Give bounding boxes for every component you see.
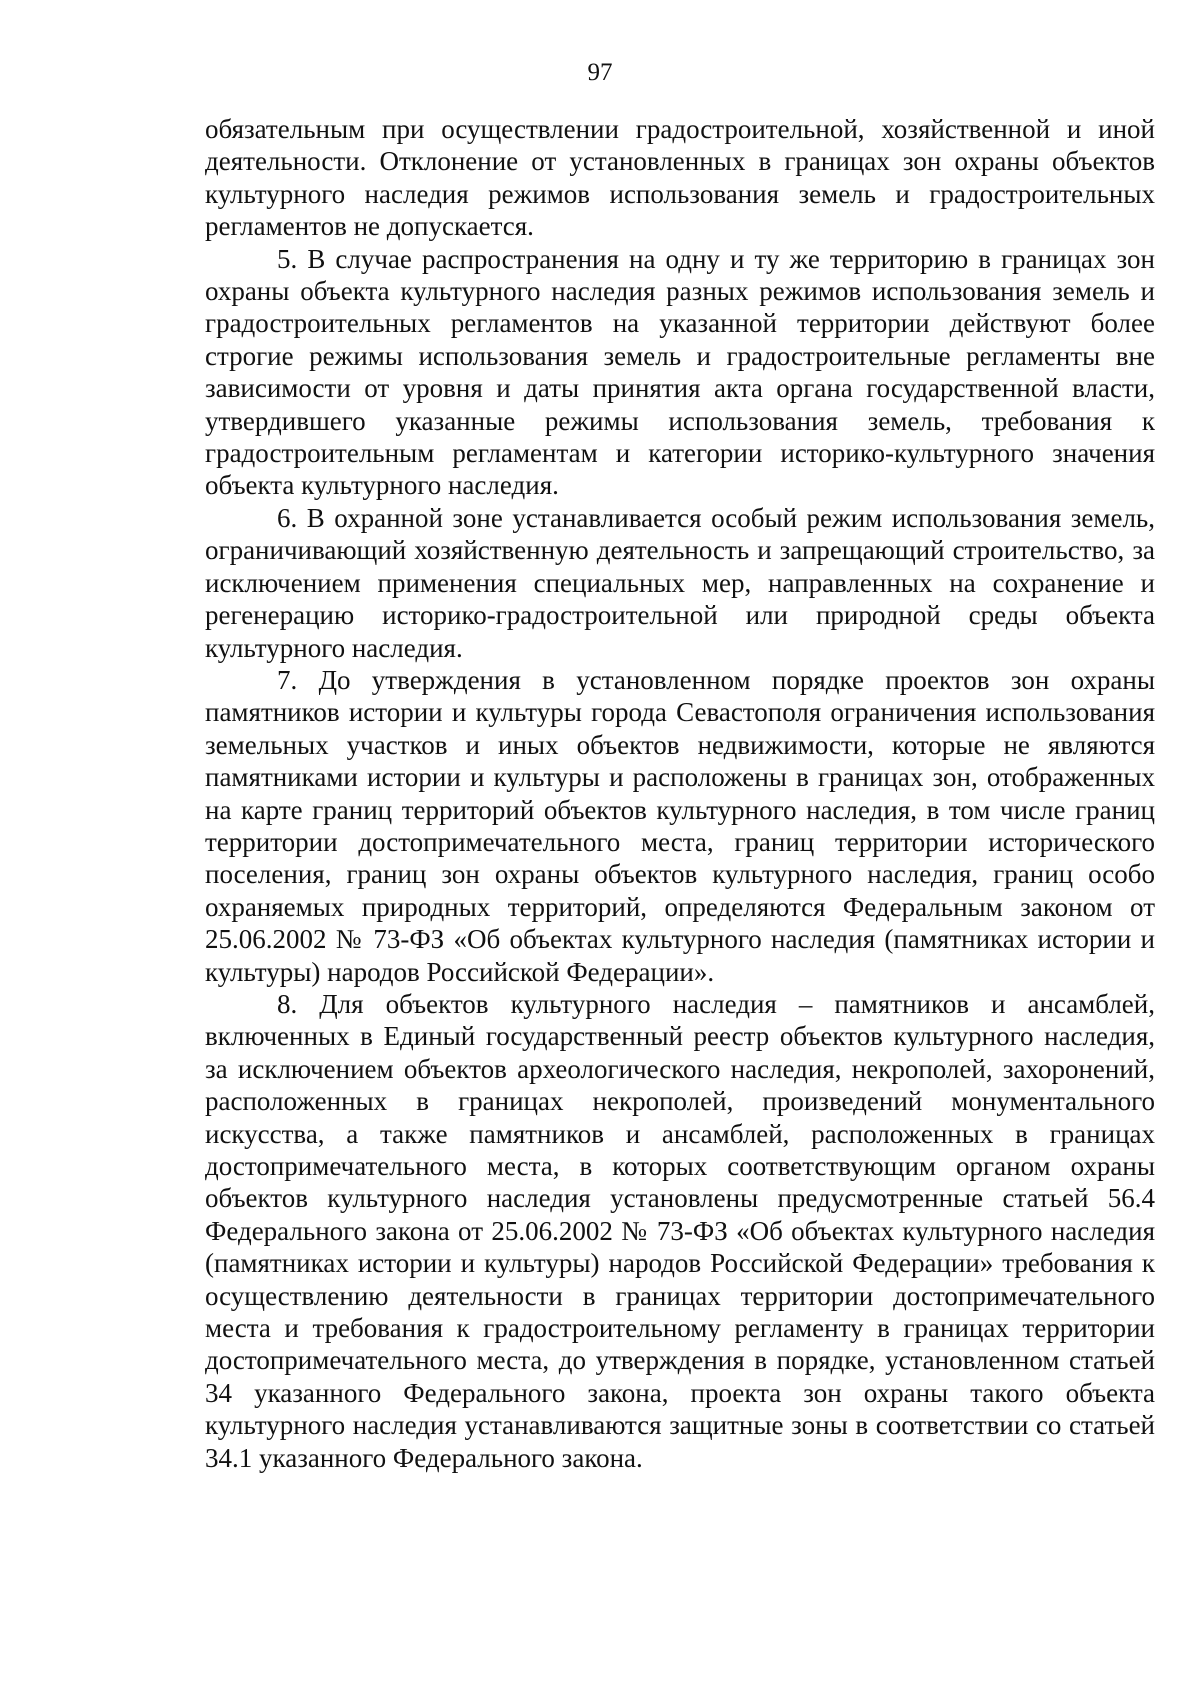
paragraph-continuation: обязательным при осуществлении градостроительной, хозяйственной и иной деятельности. Отклонение от установленных в границах зон охраны объектов культурного наследия режимов использования земель и градостроительных регламентов не допускается. bbox=[205, 114, 1155, 242]
paragraph-item-5: 5. В случае распространения на одну и ту же территорию в границах зон охраны объекта культурного наследия разных режимов использования земель и градостроительных регламентов на указанной территории действуют более строгие режимы использования земель и градостроительные регламенты вне зависимости от уровня и даты принятия акта органа государственной власти, утвердившего указанные режимы использования земель, требования к градостроительным регламентам и категории историко-культурного значения объекта культурного наследия. bbox=[205, 243, 1155, 501]
document-body bbox=[205, 113, 1155, 1474]
paragraph-item-6: 6. В охранной зоне устанавливается особый режим использования земель, ограничивающий хозяйственную деятельность и запрещающий строительство, за исключением применения специальных мер, направленных на сохранение и регенерацию историко-градостроительной или природной среды объекта культурного наследия. bbox=[205, 502, 1155, 663]
paragraph-item-7: 7. До утверждения в установленном порядке проектов зон охраны памятников истории и культуры города Севастополя ограничения использования земельных участков и иных объектов недвижимости, которые не являются памятниками истории и культуры и расположены в границах зон, отображенных на карте границ территорий объектов культурного наследия, в том числе границ территории достопримечательного места, границ территории исторического поселения, границ зон охраны объектов культурного наследия, границ особо охраняемых природных территорий, определяются Федеральным законом от 25.06.2002 № 73-ФЗ «Об объектах культурного наследия (памятниках истории и культуры) народов Российской Федерации». bbox=[205, 664, 1155, 987]
page-number: 97 bbox=[587, 59, 613, 86]
paragraph-item-8: 8. Для объектов культурного наследия – памятников и ансамблей, включенных в Единый государственный реестр объектов культурного наследия, за исключением объектов археологического наследия, некрополей, захоронений, расположенных в границах некрополей, произведений монументального искусства, а также памятников и ансамблей, расположенных в границах достопримечательного места, в которых соответствующим органом охраны объектов культурного наследия установлены предусмотренные статьей 56.4 Федерального закона от 25.06.2002 № 73-ФЗ «Об объектах культурного наследия (памятниках истории и культуры) народов Российской Федерации» требования к осуществлению деятельности в границах территории достопримечательного места и требования к градостроительному регламенту в границах территории достопримечательного места, до утверждения в порядке, установленном статьей 34 указанного Федерального закона, проекта зон охраны такого объекта культурного наследия устанавливаются защитные зоны в соответствии со статьей 34.1 указанного Федерального закона. bbox=[205, 988, 1155, 1473]
